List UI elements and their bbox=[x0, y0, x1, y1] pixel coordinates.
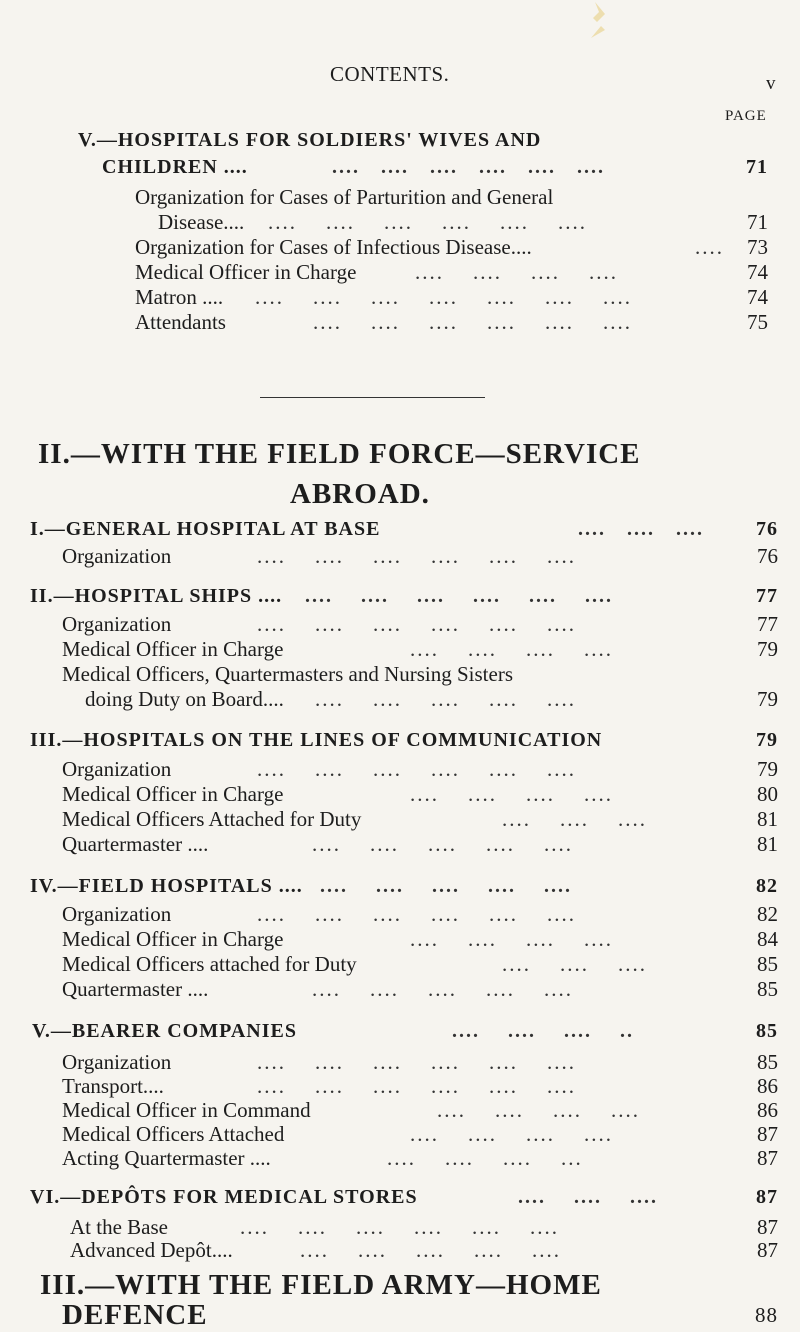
entry-title: VI.—DEPÔTS FOR MEDICAL STORES bbox=[30, 1186, 418, 1208]
leader-dots: .... .... .... .... .... bbox=[312, 832, 573, 856]
entry-title: III.—WITH THE FIELD ARMY—HOME bbox=[40, 1269, 602, 1301]
toc-entry bbox=[62, 950, 778, 978]
entry-page: 76 bbox=[756, 518, 778, 540]
entry-page: 79 bbox=[757, 757, 778, 781]
toc-entry bbox=[70, 1236, 778, 1264]
leader-dots: .... .... .... .... .... .... bbox=[305, 585, 613, 607]
section-divider bbox=[260, 397, 485, 398]
entry-page: 81 bbox=[757, 807, 778, 831]
toc-entry bbox=[135, 258, 768, 286]
leader-dots: .... .... .... bbox=[518, 1186, 658, 1208]
entry-title: V.—HOSPITALS FOR SOLDIERS' WIVES AND bbox=[78, 129, 542, 151]
page-column-label: PAGE bbox=[725, 108, 767, 124]
entry-page: 76 bbox=[757, 544, 778, 568]
leader-dots: .... .... .... .... .... .... bbox=[332, 156, 605, 178]
toc-entry bbox=[158, 208, 768, 236]
entry-page: 85 bbox=[757, 952, 778, 976]
leader-dots: .... .... .... .... bbox=[410, 927, 613, 951]
entry-page: 75 bbox=[747, 310, 768, 334]
entry-title: Organization bbox=[62, 544, 172, 568]
toc-section-heading bbox=[30, 872, 778, 900]
leader-dots: .... .... .... .... .... bbox=[300, 1238, 561, 1262]
toc-entry bbox=[62, 975, 778, 1003]
corner-mark-icon bbox=[585, 0, 611, 40]
entry-title: Organization bbox=[62, 757, 172, 781]
entry-page: 86 bbox=[757, 1074, 778, 1098]
entry-page: 74 bbox=[747, 285, 768, 309]
toc-section-heading bbox=[30, 726, 778, 754]
leader-dots: .... .... .... bbox=[578, 518, 704, 540]
entry-page: 79 bbox=[757, 637, 778, 661]
entry-title: Medical Officers Attached bbox=[62, 1122, 285, 1146]
entry-title: III.—HOSPITALS ON THE LINES OF COMMUNICATION bbox=[30, 729, 603, 751]
leader-dots: .... .... .... .... .... .... bbox=[257, 612, 576, 636]
entry-title: Medical Officers, Quartermasters and Nursing Sisters bbox=[62, 662, 513, 686]
entry-title: Organization bbox=[62, 902, 172, 926]
leader-dots: .... bbox=[695, 235, 724, 259]
entry-title: Attendants bbox=[135, 310, 226, 334]
entry-title: Quartermaster .... bbox=[62, 977, 209, 1001]
leader-dots: .... .... .... ... bbox=[387, 1146, 583, 1170]
entry-page: 86 bbox=[757, 1098, 778, 1122]
entry-title: Quartermaster .... bbox=[62, 832, 209, 856]
entry-page: 73 bbox=[747, 235, 768, 259]
entry-page: 87 bbox=[757, 1238, 778, 1262]
entry-page: 85 bbox=[757, 1050, 778, 1074]
entry-page: 74 bbox=[747, 260, 768, 284]
entry-page: 79 bbox=[756, 729, 778, 751]
entry-title: Organization for Cases of Infectious Disease.... bbox=[135, 235, 532, 259]
toc-entry bbox=[62, 610, 778, 638]
part-heading bbox=[62, 1298, 778, 1331]
part-heading bbox=[38, 437, 778, 471]
entry-page: 88 bbox=[755, 1303, 778, 1327]
toc-entry bbox=[62, 780, 778, 808]
toc-entry bbox=[135, 183, 768, 211]
entry-title: Organization bbox=[62, 612, 172, 636]
leader-dots: .... .... .... .... .... .... bbox=[257, 544, 576, 568]
entry-title: I.—GENERAL HOSPITAL AT BASE bbox=[30, 518, 381, 540]
part-heading bbox=[40, 1268, 780, 1302]
toc-entry bbox=[135, 308, 768, 336]
part-heading bbox=[290, 477, 590, 511]
entry-page: 87 bbox=[757, 1122, 778, 1146]
toc-entry bbox=[62, 660, 778, 688]
entry-page: 82 bbox=[756, 875, 778, 897]
entry-title: IV.—FIELD HOSPITALS .... bbox=[30, 875, 303, 897]
entry-page: 87 bbox=[757, 1146, 778, 1170]
entry-title: Medical Officer in Command bbox=[62, 1098, 311, 1122]
toc-entry bbox=[85, 685, 778, 713]
entry-title: Medical Officer in Charge bbox=[62, 637, 284, 661]
entry-title: V.—BEARER COMPANIES bbox=[32, 1020, 297, 1042]
toc-entry bbox=[135, 283, 768, 311]
leader-dots: .... .... .... .... .... bbox=[315, 687, 576, 711]
entry-title: At the Base bbox=[70, 1215, 168, 1239]
toc-section-heading bbox=[78, 126, 768, 154]
entry-title: Acting Quartermaster .... bbox=[62, 1146, 271, 1170]
entry-page: 85 bbox=[757, 977, 778, 1001]
entry-page: 84 bbox=[757, 927, 778, 951]
entry-title: Medical Officers Attached for Duty bbox=[62, 807, 362, 831]
entry-page: 77 bbox=[757, 612, 778, 636]
entry-title: II.—HOSPITAL SHIPS .... bbox=[30, 585, 283, 607]
leader-dots: .... .... .... bbox=[502, 807, 647, 831]
toc-entry bbox=[62, 1144, 778, 1172]
toc-entry bbox=[62, 805, 778, 833]
entry-page: 85 bbox=[756, 1020, 778, 1042]
leader-dots: .... .... .... .... bbox=[437, 1098, 640, 1122]
toc-entry bbox=[62, 900, 778, 928]
entry-title: Organization for Cases of Parturition and General bbox=[135, 185, 554, 209]
entry-title: Matron .... bbox=[135, 285, 224, 309]
leader-dots: .... .... .... .... .... bbox=[320, 875, 572, 897]
toc-entry bbox=[62, 925, 778, 953]
leader-dots: .... .... .... .... bbox=[415, 260, 618, 284]
entry-title: doing Duty on Board.... bbox=[85, 687, 284, 711]
entry-title: Transport.... bbox=[62, 1074, 164, 1098]
entry-page: 77 bbox=[756, 585, 778, 607]
leader-dots: .... .... .... .... .... .... bbox=[257, 757, 576, 781]
toc-entry bbox=[135, 233, 768, 261]
toc-section-heading bbox=[102, 153, 768, 181]
leader-dots: .... .... .... .... bbox=[410, 782, 613, 806]
leader-dots: .... .... .... .... bbox=[410, 1122, 613, 1146]
leader-dots: .... .... .... bbox=[502, 952, 647, 976]
entry-title: Advanced Depôt.... bbox=[70, 1238, 233, 1262]
leader-dots: .... .... .... .... .... .... bbox=[255, 310, 632, 334]
leader-dots: .... .... .... .. bbox=[452, 1020, 634, 1042]
entry-page: 87 bbox=[757, 1215, 778, 1239]
toc-section-heading bbox=[30, 582, 778, 610]
leader-dots: .... .... .... .... .... .... bbox=[240, 1215, 559, 1239]
entry-title: CHILDREN .... bbox=[102, 156, 248, 178]
entry-title: DEFENCE bbox=[62, 1299, 208, 1331]
entry-title: Disease.... bbox=[158, 210, 245, 234]
entry-title: II.—WITH THE FIELD FORCE—SERVICE bbox=[38, 438, 641, 470]
entry-page: 87 bbox=[756, 1186, 778, 1208]
toc-entry bbox=[62, 755, 778, 783]
entry-page: 82 bbox=[757, 902, 778, 926]
entry-title: Medical Officer in Charge bbox=[62, 782, 284, 806]
entry-page: 80 bbox=[757, 782, 778, 806]
entry-page: 79 bbox=[757, 687, 778, 711]
toc-entry bbox=[62, 542, 778, 570]
entry-title: ABROAD. bbox=[290, 478, 430, 510]
entry-page: 81 bbox=[757, 832, 778, 856]
leader-dots: .... .... .... .... .... .... .... bbox=[255, 285, 632, 309]
entry-title: Organization bbox=[62, 1050, 172, 1074]
leader-dots: .... .... .... .... .... .... bbox=[257, 1074, 576, 1098]
toc-entry bbox=[62, 830, 778, 858]
toc-entry bbox=[62, 635, 778, 663]
entry-title: Medical Officer in Charge bbox=[62, 927, 284, 951]
entry-page: 71 bbox=[746, 156, 768, 178]
leader-dots: .... .... .... .... .... .... bbox=[257, 902, 576, 926]
entry-page: 71 bbox=[747, 210, 768, 234]
toc-section-heading bbox=[30, 515, 778, 543]
entry-title: Medical Officer in Charge bbox=[135, 260, 357, 284]
leader-dots: .... .... .... .... bbox=[410, 637, 613, 661]
leader-dots: .... .... .... .... .... .... bbox=[257, 1050, 576, 1074]
toc-section-heading bbox=[30, 1183, 778, 1211]
page-number: v bbox=[766, 73, 776, 94]
leader-dots: .... .... .... .... .... .... bbox=[268, 210, 587, 234]
entry-title: Medical Officers attached for Duty bbox=[62, 952, 357, 976]
leader-dots: .... .... .... .... .... bbox=[312, 977, 573, 1001]
running-title: CONTENTS. bbox=[330, 62, 450, 86]
toc-section-heading bbox=[32, 1017, 778, 1045]
